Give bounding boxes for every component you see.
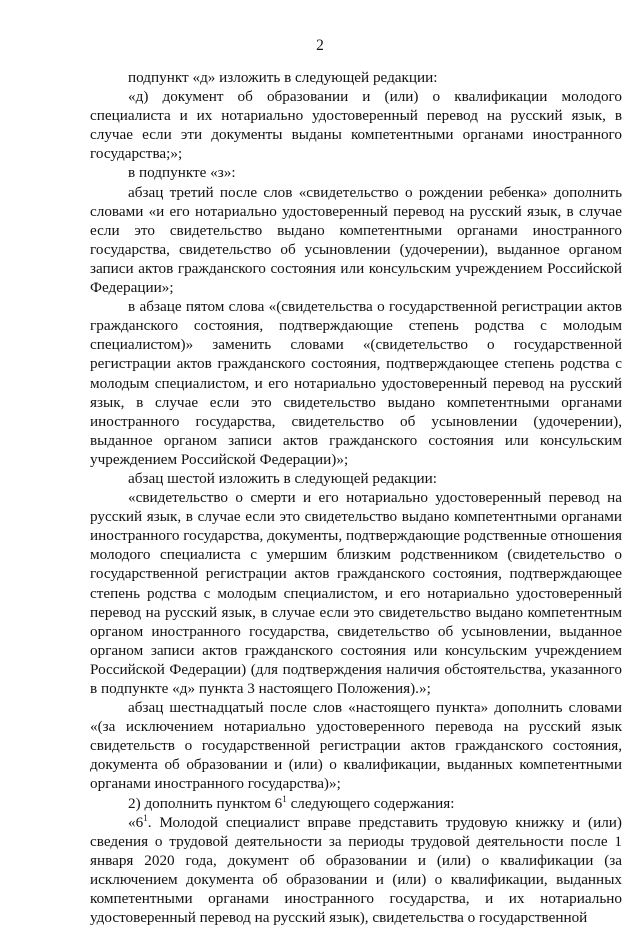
page-number: 2 [316,37,324,54]
paragraph-9 [90,794,622,813]
paragraph-10 [90,813,622,927]
paragraph-9-superscript: 1 [282,793,287,804]
paragraph-7: «свидетельство о смерти и его нотариально удостоверенный перевод на русский язык, в случае если это свидетельство выдано компетентными органами иностранного государства, документы, подтверждающие родственные отношения молодого специалиста с умершим близким родственником (свидетельство о государственной регистрации актов гражданского состояния, подтверждающее степень родства с молодым специалистом, и его нотариально удостоверенный перевод на русский язык, в случае если это свидетельство выдано компетентным органом иностранного государства, свидетельство об усыновлении, выданное органом записи актов гражданского состояния или консульским учреждением Российской Федерации) (для подтверждения наличия обстоятельства, указанного в подпункте «д» пункта 3 настоящего Положения).»; [90,489,622,697]
paragraph-8: абзац шестнадцатый после слов «настоящего пункта» дополнить словами «(за исключением нотариально удостоверенного перевода на русский язык свидетельств о государственной регистрации актов гражданского состояния, документа об образовании и (или) о квалификации, выданных компетентными органами иностранного государства)»; [90,699,622,793]
paragraph-10-before: «6 [128,813,144,831]
paragraph-1: подпункт «д» изложить в следующей редакции: [128,69,438,86]
paragraph-9-after: следующего содержания: [286,794,455,812]
paragraph-9-before: 2) дополнить пунктом 6 [128,794,283,812]
paragraph-10-after: . Молодой специалист вправе представить трудовую книжку и (или) сведения о трудовой деятельности за периоды трудовой деятельности после 1 января 2020 года, документ об образовании и (или) о квалификации (за исключением документа об образовании и (или) о квалификации, выданных компетентными органами иностранного государства, и их нотариально удостоверенный перевод на русский язык), свидетельства о государственной [90,813,622,927]
paragraph-6: абзац шестой изложить в следующей редакции: [128,469,437,487]
paragraph-2: «д) документ об образовании и (или) о квалификации молодого специалиста и их нотариально удостоверенный перевод на русский язык, в случае если эти документы выданы компетентными органами иностранного государства;»; [90,88,622,163]
paragraph-10-superscript: 1 [143,812,148,823]
paragraph-3: в подпункте «з»: [128,164,236,182]
document-body [90,68,622,927]
paragraph-5: в абзаце пятом слова «(свидетельства о государственной регистрации актов гражданского состояния, подтверждающие степень родства с молодым специалистом)» заменить словами «(свидетельство о государственной регистрации актов гражданского состояния, подтверждающее степень родства с молодым специалистом, и его нотариально удостоверенный перевод на русский язык, в случае если это свидетельство выдано компетентными органами иностранного государства, свидетельство об усыновлении (удочерении), выданное органом записи актов гражданского состояния или консульским учреждением Российской Федерации)»; [90,298,622,468]
paragraph-4: абзац третий после слов «свидетельство о рождении ребенка» дополнить словами «и его нотариально удостоверенный перевод на русский язык, в случае если это свидетельство выдано компетентными органами иностранного государства, свидетельство об усыновлении (удочерении), выданное органом записи актов гражданского состояния или консульским учреждением Российской Федерации»; [90,183,622,297]
